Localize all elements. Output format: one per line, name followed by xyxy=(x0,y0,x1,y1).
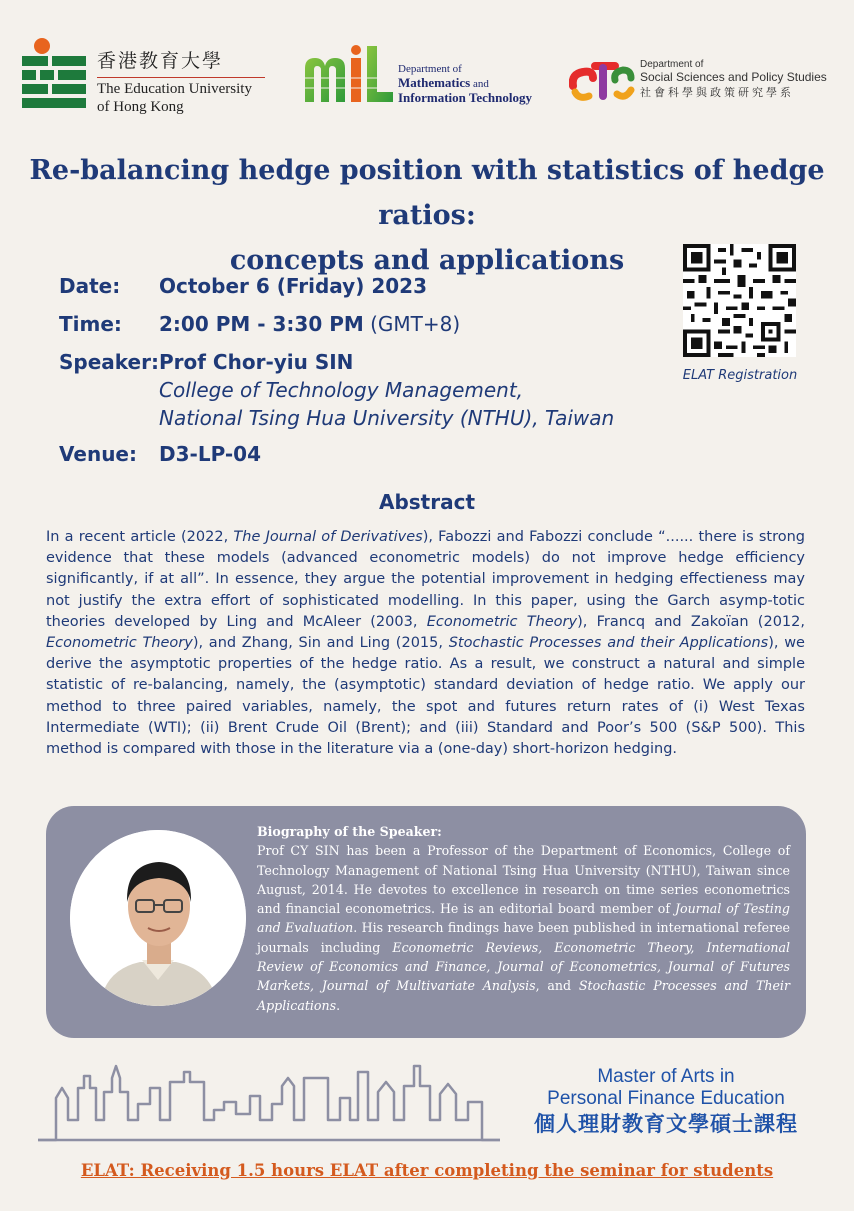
qr-caption: ELAT Registration xyxy=(682,368,798,383)
eduhk-name-en-1: The Education University xyxy=(97,81,252,97)
title-line-1: Re-balancing hedge position with statistics of hedge ratios: xyxy=(29,155,825,231)
programme-line-zh: 個人理財教育文學碩士課程 xyxy=(534,1113,798,1136)
date-value: October 6 (Friday) 2023 xyxy=(159,274,427,298)
mit-line2-rest: and xyxy=(470,78,489,90)
time-value: 2:00 PM - 3:30 PM xyxy=(159,312,364,336)
venue-value: D3-LP-04 xyxy=(159,442,262,466)
mit-line1: Department of xyxy=(398,63,462,75)
time-label: Time: xyxy=(59,312,122,336)
speaker-label: Speaker: xyxy=(59,350,159,374)
registration-qr-code[interactable] xyxy=(683,244,796,357)
time-zone: (GMT+8) xyxy=(363,312,461,336)
eduhk-name-en-2: of Hong Kong xyxy=(97,99,184,115)
programme-line-2: Personal Finance Education xyxy=(547,1088,785,1109)
speaker-affiliation-2: National Tsing Hua University (NTHU), Taiwan xyxy=(159,406,615,430)
abstract-text: In a recent article (2022, The Journal of Derivatives), Fabozzi and Fabozzi conclude “...... there is strong evidence that these models (advanced econometric models) do not improve hedge efficiency significantly, if at all”. In essence, they argue the potential improvement in hedging effectieness may not justify the extra effort of sophisticated modelling. In this paper, using the Garch asymp-totic theories developed by Ling and McAleer (2003, Econometric Theory), Francq and Zakoïan (2012, Econometric Theory), and Zhang, Sin and Ling (2015, Stochastic Processes and their Applications), we derive the asymptotic properties of the hedge ratio. As a result, we construct a natural and simple statistic of re-balancing, namely, the (asymptotic) standard deviation of hedge ratio. We apply our method to three paired variables, namely, the spot and futures return rates of (i) West Texas Intermediate (WTI); (ii) Brent Crude Oil (Brent); and (iii) Standard and Poor’s 500 (S&P 500). This method is compared with those in the literature via a (one-day) short-horizon hedging. xyxy=(46,529,805,758)
speaker-affiliation-1: College of Technology Management, xyxy=(159,378,524,402)
title-line-2: concepts and applications xyxy=(229,245,625,276)
mit-logo xyxy=(303,44,395,104)
biography-text: Prof CY SIN has been a Professor of the Department of Economics, College of Technology Management of National Tsing Hua University (NTHU), Taiwan since August, 2014. He devotes to excellence in research on time series econometrics and financial econometrics. He is an editorial board member of Journal of Testing and Evaluation. His research findings have been published in international referee journals including Econometric Reviews, Econometric Theory, International Review of Economics and Finance, Journal of Econometrics, Journal of Futures Markets, Journal of Multivariate Analysis, and Stochastic Processes and Their Applications. xyxy=(257,843,791,1013)
sps-logo xyxy=(569,56,635,104)
mit-line2-bold: Mathematics xyxy=(398,75,471,90)
programme-name xyxy=(506,1066,826,1140)
speaker-photo xyxy=(70,830,246,1006)
mit-line3: Information Technology xyxy=(398,90,532,105)
venue-label: Venue: xyxy=(59,442,137,466)
sps-line3: 社會科學與政策研究學系 xyxy=(640,87,794,99)
city-skyline-illustration xyxy=(38,1058,500,1142)
eduhk-name-zh: 香港教育大學 xyxy=(97,51,224,72)
date-label: Date: xyxy=(59,274,121,298)
sps-line2: Social Sciences and Policy Studies xyxy=(640,70,827,84)
sps-line1: Department of xyxy=(640,59,704,70)
biography-heading: Biography of the Speaker: xyxy=(257,824,442,839)
abstract-heading: Abstract xyxy=(378,490,476,514)
speaker-name: Prof Chor-yiu SIN xyxy=(159,350,354,374)
eduhk-name xyxy=(97,46,277,116)
sps-name xyxy=(640,58,827,100)
speaker-biography xyxy=(257,822,790,1015)
mit-name xyxy=(398,62,532,105)
elat-note: ELAT: Receiving 1.5 hours ELAT after completing the seminar for students xyxy=(80,1161,774,1180)
eduhk-logo xyxy=(22,38,86,110)
programme-line-1: Master of Arts in xyxy=(597,1066,735,1087)
